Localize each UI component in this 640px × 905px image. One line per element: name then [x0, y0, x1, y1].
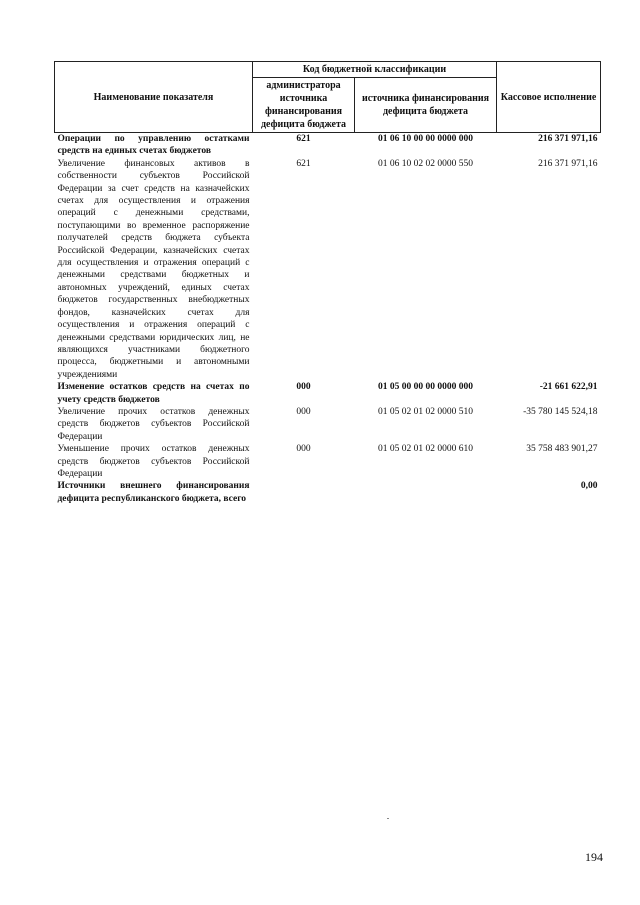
table-row — [55, 381, 601, 406]
table-row — [55, 443, 601, 480]
row-admin-code-cell: 000 — [296, 444, 311, 455]
row-name-cell: Источники внешнего финансирования дефицита республиканского бюджета, всего — [57, 481, 250, 504]
row-source-code-cell: 01 06 10 00 00 0000 000 — [378, 134, 473, 144]
table-body — [55, 133, 601, 506]
header-cash-execution: Кассовое исполнение — [497, 62, 601, 133]
budget-sources-table — [54, 61, 601, 505]
row-amount-cell: -35 780 145 524,18 — [523, 406, 598, 417]
row-source-code-cell: 01 05 02 01 02 0000 610 — [378, 444, 473, 455]
row-source-code-cell: 01 05 02 01 02 0000 510 — [378, 406, 473, 417]
header-indicator-name: Наименование показателя — [55, 62, 253, 133]
row-name-cell: Увеличение прочих остатков денежных средств бюджетов субъектов Российской Федерации — [57, 406, 250, 442]
row-admin-code-cell: 621 — [296, 134, 311, 144]
row-name-cell: Уменьшение прочих остатков денежных средств бюджетов субъектов Российской Федерации — [57, 444, 250, 479]
row-admin-code-cell: 000 — [296, 406, 311, 417]
row-amount-cell: 216 371 971,16 — [538, 134, 598, 144]
scan-speck — [387, 818, 389, 819]
table-header — [55, 62, 601, 133]
row-admin-code-cell — [253, 480, 355, 505]
row-name-cell: Операции по управлению остатками средств на единых счетах бюджетов — [57, 134, 250, 157]
page-number: 194 — [585, 850, 603, 864]
row-amount-cell: 216 371 971,16 — [538, 158, 598, 169]
row-source-code-cell: 01 06 10 02 02 0000 550 — [378, 158, 473, 169]
header-financing-source: источника финансирования дефицита бюджета — [355, 78, 497, 133]
row-amount-cell: -21 661 622,91 — [539, 382, 598, 393]
row-source-code-cell: 01 05 00 00 00 0000 000 — [378, 382, 473, 393]
row-name-cell: Изменение остатков средств на счетах по учету средств бюджетов — [57, 382, 250, 405]
table-row — [55, 406, 601, 443]
table-row — [55, 133, 601, 158]
table-row — [55, 158, 601, 381]
row-amount-cell: 0,00 — [580, 481, 598, 492]
row-amount-cell: 35 758 483 901,27 — [526, 444, 598, 455]
header-administrator: администратора источника финансирования дефицита бюджета — [253, 78, 355, 133]
table-row — [55, 480, 601, 505]
row-admin-code-cell: 000 — [296, 382, 311, 393]
row-admin-code-cell: 621 — [296, 158, 311, 169]
header-budget-classification-code: Код бюджетной классификации — [253, 62, 497, 78]
row-source-code-cell — [355, 480, 497, 505]
row-name-cell: Увеличение финансовых активов в собственности субъектов Российской Федерации за счет средств на казначейских счетах для осуществления и отражения операций с денежными средствами, поступающими во временное распоряжение получателей средств бюджета субъекта Российской Федерации, казначейских счетах для осуществления и отражения операций с денежными средствами бюджетных и автономных учреждений, единых счетах бюджетов государственных внебюджетных фондов, казначейских счетах для осуществления и отражения операций с денежными средствами юридических лиц, не являющихся участниками бюджетного процесса, бюджетными и автономными учреждениями — [57, 158, 250, 380]
